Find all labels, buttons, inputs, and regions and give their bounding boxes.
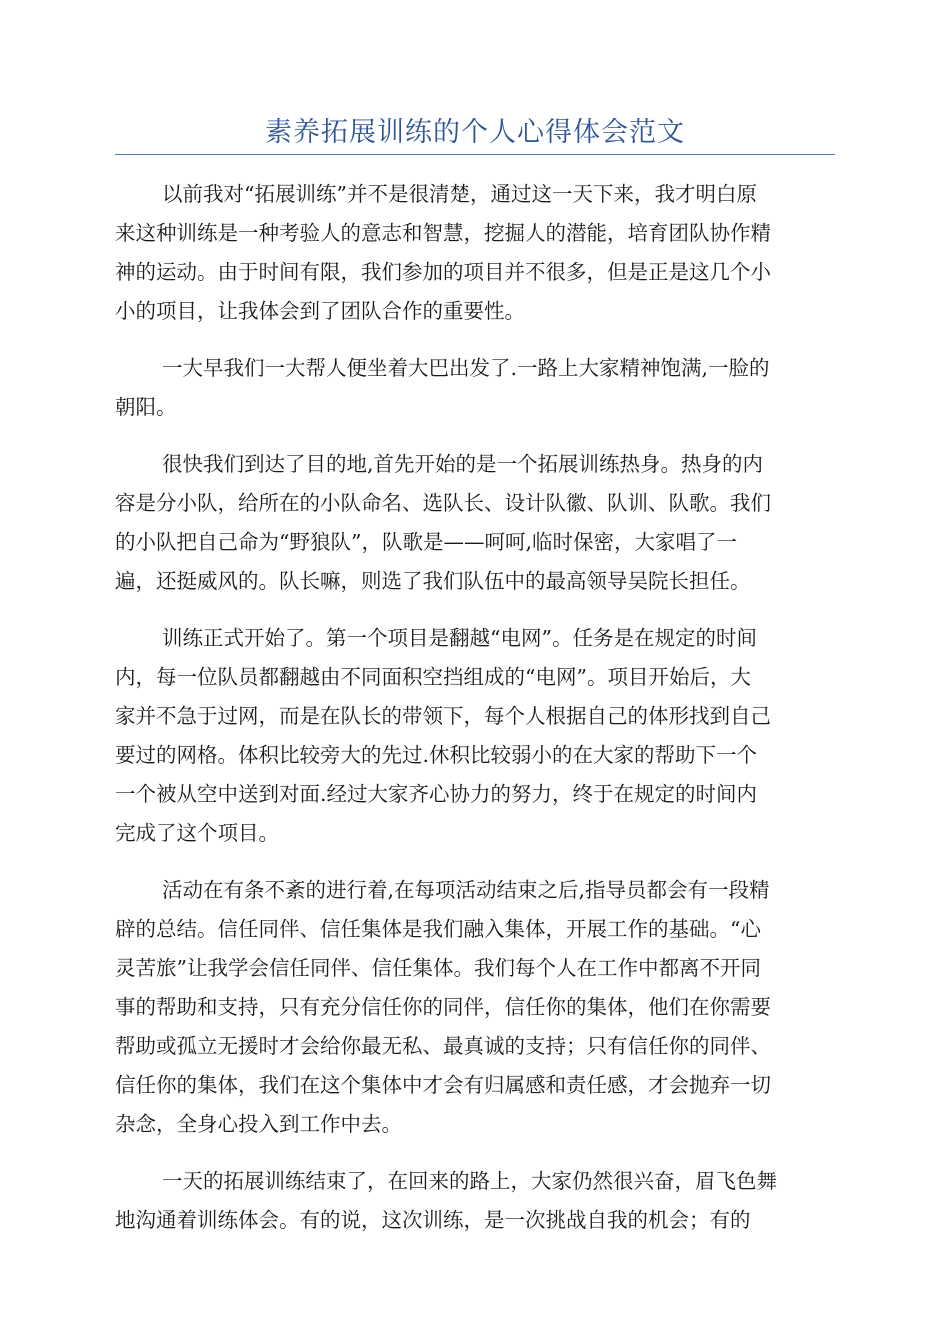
text-line: 家并不急于过网，而是在队长的带领下，每个人根据自己的体形找到自己 xyxy=(115,704,771,728)
text-line: 训练正式开始了。第一个项目是翻越“电网”。任务是在规定的时间 xyxy=(162,626,757,650)
title-underline xyxy=(115,154,835,155)
text-line: 很快我们到达了目的地,首先开始的是一个拓展训练热身。热身的内 xyxy=(162,452,764,476)
text-line: 的小队把自己命为“野狼队”，队歌是——呵呵,临时保密，大家唱了一 xyxy=(115,530,737,554)
text-line: 事的帮助和支持，只有充分信任你的同伴，信任你的集体，他们在你需要 xyxy=(115,995,771,1019)
document-body xyxy=(115,175,835,1258)
text-line: 完成了这个项目。 xyxy=(115,821,279,845)
text-line: 一天的拓展训练结束了，在回来的路上，大家仍然很兴奋，眉飞色舞 xyxy=(162,1169,777,1193)
paragraph-1 xyxy=(115,175,835,331)
text-line: 辟的总结。信任同伴、信任集体是我们融入集体，开展工作的基础。“心 xyxy=(115,917,761,941)
text-line: 小的项目，让我体会到了团队合作的重要性。 xyxy=(115,299,525,323)
paragraph-5 xyxy=(115,871,835,1144)
text-line: 以前我对“拓展训练”并不是很清楚，通过这一天下来，我才明白原 xyxy=(162,182,757,206)
text-line: 遍，还挺威风的。队长嘛，则选了我们队伍中的最高领导吴院长担任。 xyxy=(115,569,751,593)
text-line: 地沟通着训练体会。有的说，这次训练，是一次挑战自我的机会；有的 xyxy=(115,1208,751,1232)
text-line: 帮助或孤立无援时才会给你最无私、最真诚的支持；只有信任你的同伴、 xyxy=(115,1034,771,1058)
text-line: 容是分小队，给所在的小队命名、选队长、设计队徽、队训、队歌。我们 xyxy=(115,491,771,515)
text-line: 活动在有条不紊的进行着,在每项活动结束之后,指导员都会有一段精 xyxy=(162,878,770,902)
text-line: 一大早我们一大帮人便坐着大巴出发了.一路上大家精神饱满,一脸的 xyxy=(162,356,770,380)
text-line: 杂念，全身心投入到工作中去。 xyxy=(115,1112,402,1136)
paragraph-6 xyxy=(115,1162,835,1240)
document-title: 素养拓展训练的个人心得体会范文 xyxy=(265,117,685,148)
text-line: 灵苦旅”让我学会信任同伴、信任集体。我们每个人在工作中都离不开同 xyxy=(115,956,761,980)
paragraph-2 xyxy=(115,349,835,427)
paragraph-4 xyxy=(115,619,835,853)
text-line: 来这种训练是一种考验人的意志和智慧，挖掘人的潜能，培育团队协作精 xyxy=(115,221,771,245)
text-line: 信任你的集体，我们在这个集体中才会有归属感和责任感，才会抛弃一切 xyxy=(115,1073,771,1097)
text-line: 内，每一位队员都翻越由不同面积空挡组成的“电网”。项目开始后，大 xyxy=(115,665,751,689)
text-line: 朝阳。 xyxy=(115,395,177,419)
paragraph-3 xyxy=(115,445,835,601)
text-line: 要过的网格。体积比较旁大的先过.休积比较弱小的在大家的帮助下一个 xyxy=(115,743,758,767)
text-line: 一个被从空中送到对面.经过大家齐心协力的努力，终于在规定的时间内 xyxy=(115,782,758,806)
text-line: 神的运动。由于时间有限，我们参加的项目并不很多，但是正是这几个小 xyxy=(115,260,771,284)
